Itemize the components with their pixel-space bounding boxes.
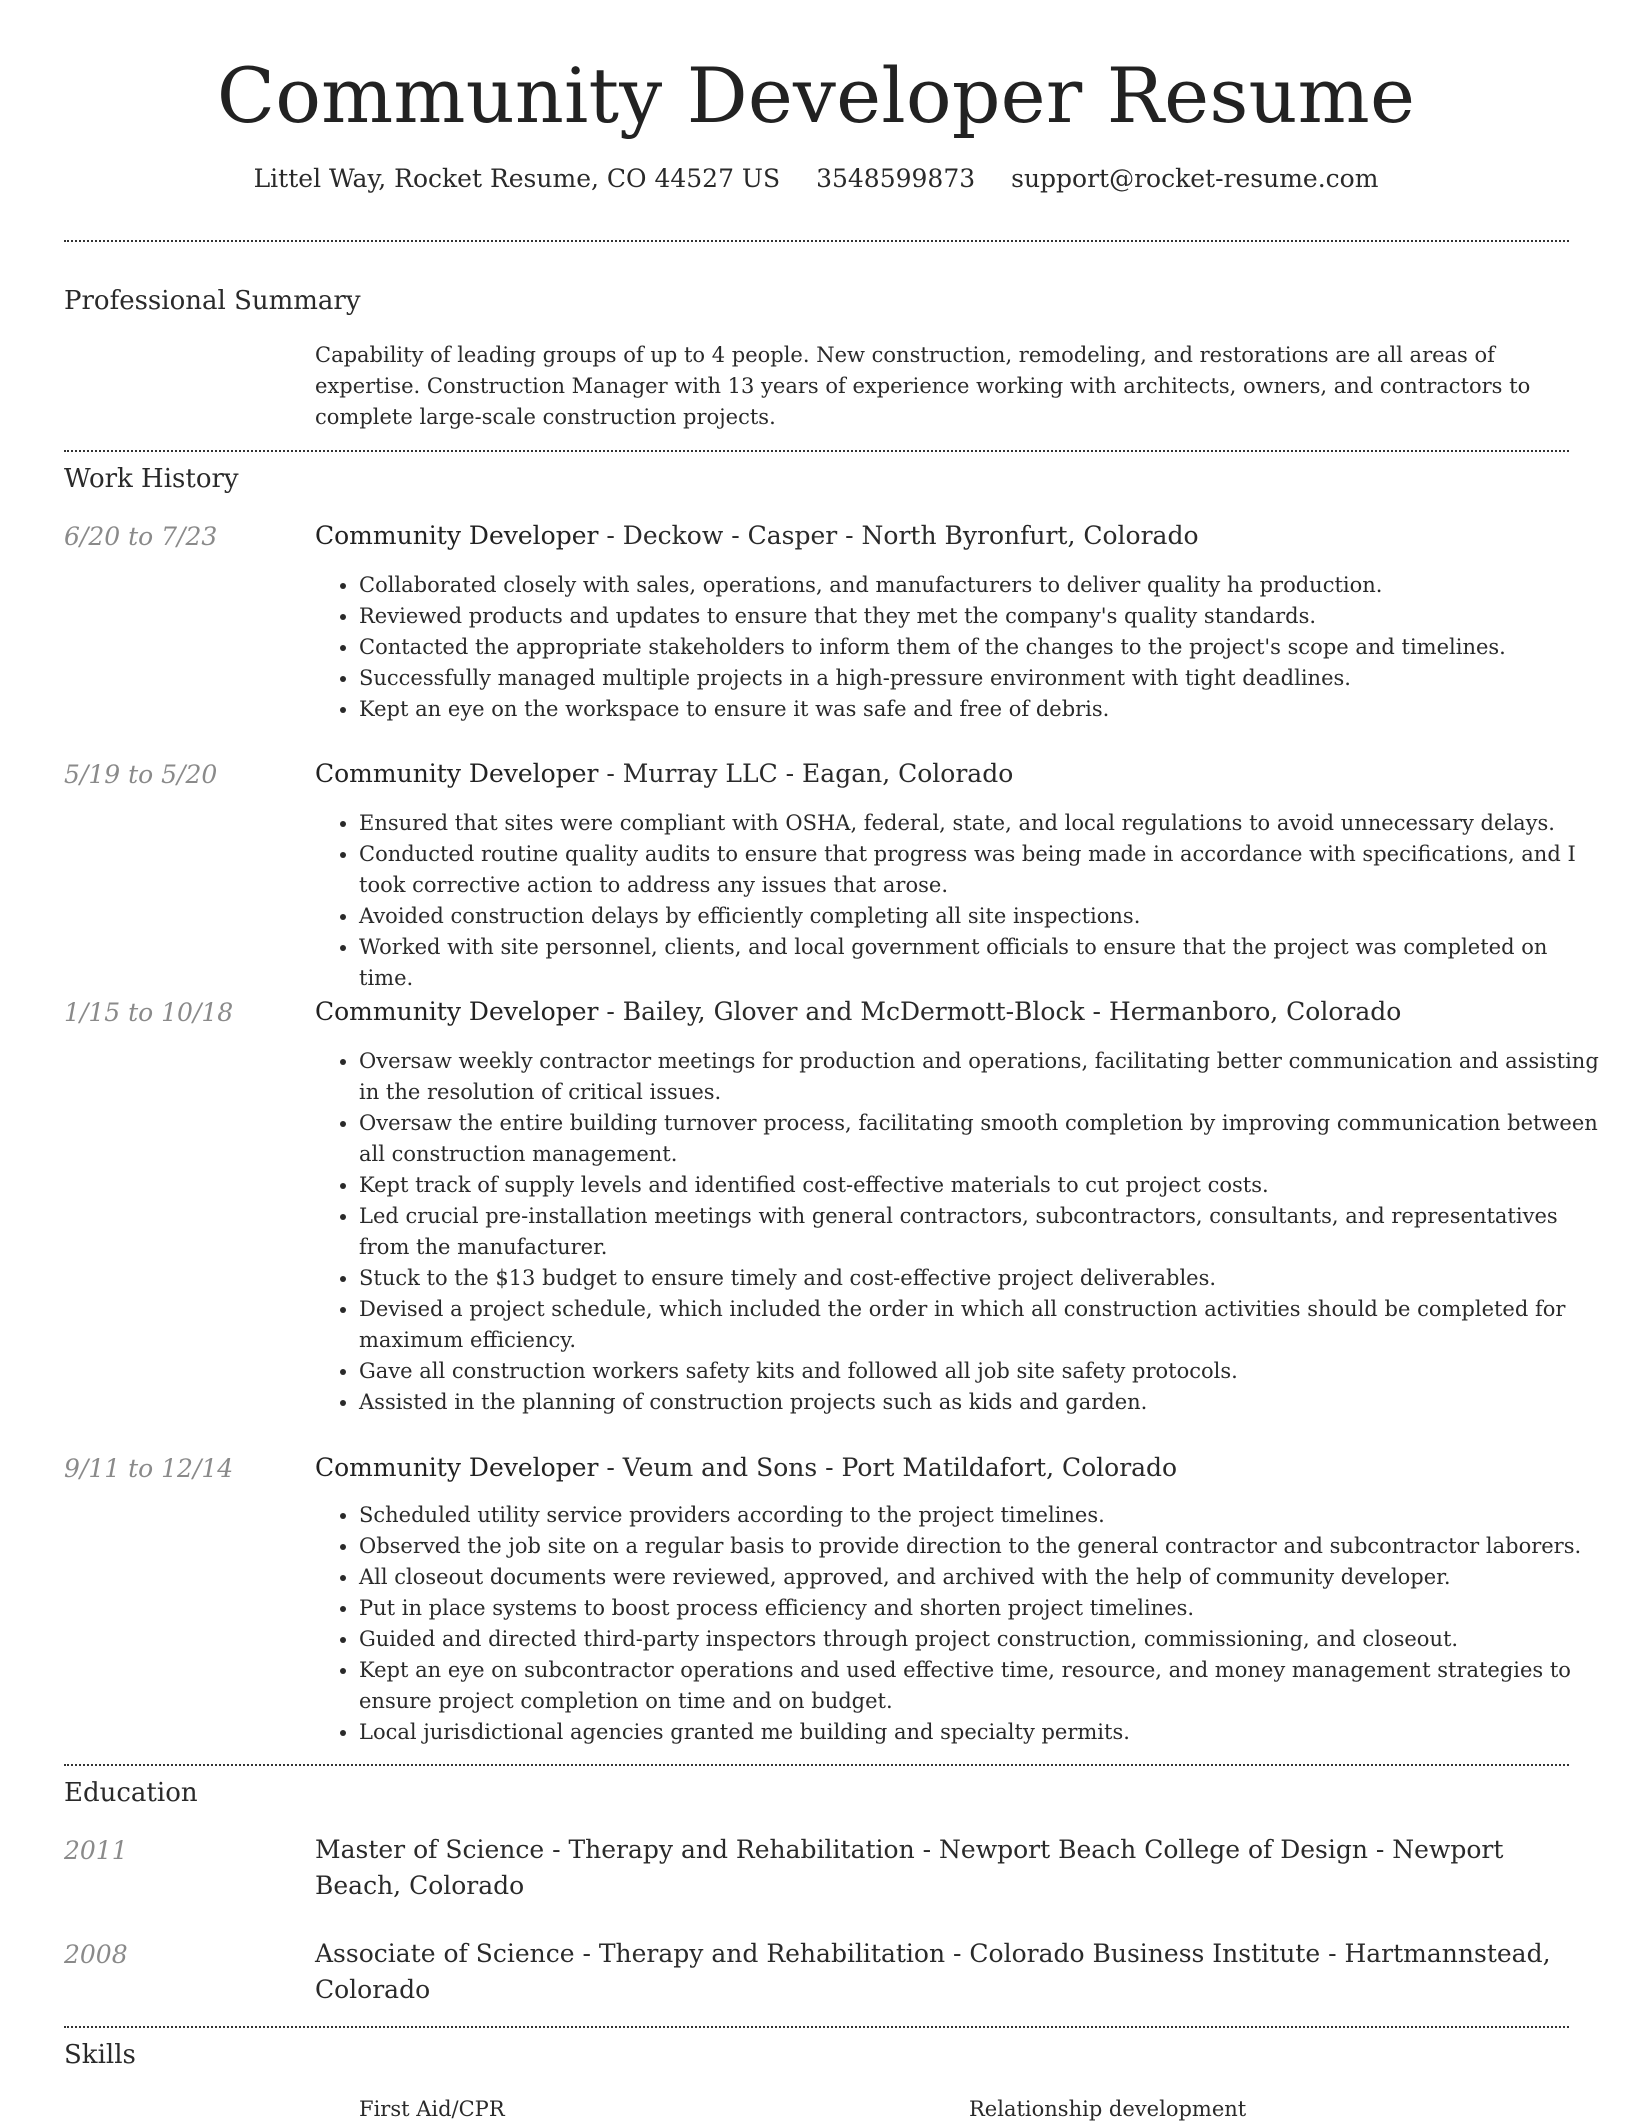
degree: Associate of Science - Therapy and Rehabilitation <box>315 1939 946 1968</box>
job-bullets <box>315 1500 1604 1748</box>
list-item: • Oversaw weekly contractor meetings for production and operations, facilitating better communication and assisting in the resolution of critical issues. <box>359 1046 1604 1108</box>
list-item: • Kept an eye on subcontractor operations and used effective time, resource, and money management strategies to ensure project completion on time and on budget. <box>359 1655 1604 1717</box>
address: Littel Way, Rocket Resume, CO 44527 US <box>253 164 781 193</box>
work-history-heading: Work History <box>64 464 239 494</box>
skills-heading: Skills <box>64 2040 136 2070</box>
skill-item: Relationship development <box>969 2097 1247 2121</box>
phone: 3548599873 <box>816 164 976 193</box>
job-bullets <box>315 1046 1604 1418</box>
divider <box>64 450 1569 452</box>
job-role: Community Developer <box>315 759 599 788</box>
degree: Master of Science - Therapy and Rehabilitation <box>315 1835 915 1864</box>
list-item: • Scheduled utility service providers according to the project timelines. <box>359 1500 1604 1531</box>
job-dates: 6/20 to 7/23 <box>64 522 218 551</box>
job-title <box>315 518 1555 554</box>
job-details: - Deckow - Casper - North Byronfurt, Colorado <box>598 521 1199 550</box>
list-item: • Gave all construction workers safety kits and followed all job site safety protocols. <box>359 1356 1604 1387</box>
list-item: • Guided and directed third-party inspectors through project construction, commissioning, and closeout. <box>359 1624 1604 1655</box>
job-title <box>315 1450 1555 1486</box>
list-item: • Devised a project schedule, which included the order in which all construction activities should be completed for maximum efficiency. <box>359 1294 1604 1356</box>
education-year: 2008 <box>64 1940 128 1969</box>
list-item: • Oversaw the entire building turnover process, facilitating smooth completion by improving communication between all construction management. <box>359 1108 1604 1170</box>
education-year: 2011 <box>64 1836 128 1865</box>
skill-item: First Aid/CPR <box>359 2097 505 2121</box>
education-entry <box>315 1936 1555 2008</box>
education-entry <box>315 1832 1555 1904</box>
job-details: - Bailey, Glover and McDermott-Block - Hermanboro, Colorado <box>598 997 1402 1026</box>
list-item: • Led crucial pre-installation meetings with general contractors, subcontractors, consultants, and representatives from the manufacturer. <box>359 1201 1604 1263</box>
job-dates: 5/19 to 5/20 <box>64 760 218 789</box>
contact-line <box>0 162 1632 196</box>
list-item: • Worked with site personnel, clients, and local government officials to ensure that the project was completed on time. <box>359 932 1604 994</box>
email[interactable]: support@rocket-resume.com <box>1011 164 1379 193</box>
list-item: • Reviewed products and updates to ensure that they met the company's quality standards. <box>359 601 1604 632</box>
list-item: • Ensured that sites were compliant with OSHA, federal, state, and local regulations to avoid unnecessary delays. <box>359 808 1604 839</box>
list-item: • Kept an eye on the workspace to ensure it was safe and free of debris. <box>359 694 1604 725</box>
list-item: • Avoided construction delays by efficiently completing all site inspections. <box>359 901 1604 932</box>
list-item: • Local jurisdictional agencies granted me building and specialty permits. <box>359 1717 1604 1748</box>
list-item: • Conducted routine quality audits to ensure that progress was being made in accordance with specifications, and I took corrective action to address any issues that arose. <box>359 839 1604 901</box>
skills-list <box>315 2094 1599 2125</box>
list-item: • Collaborated closely with sales, operations, and manufacturers to deliver quality ha production. <box>359 570 1604 601</box>
job-role: Community Developer <box>315 997 599 1026</box>
resume-title: Community Developer Resume <box>216 51 1416 140</box>
list-item: • Contacted the appropriate stakeholders to inform them of the changes to the project's scope and timelines. <box>359 632 1604 663</box>
summary-heading: Professional Summary <box>64 286 361 316</box>
list-item: • Stuck to the $13 budget to ensure timely and cost-effective project deliverables. <box>359 1263 1604 1294</box>
list-item: • Successfully managed multiple projects in a high-pressure environment with tight deadlines. <box>359 663 1604 694</box>
divider <box>64 1764 1569 1766</box>
job-role: Community Developer <box>315 1453 599 1482</box>
job-bullets <box>315 570 1604 725</box>
list-item: • Put in place systems to boost process efficiency and shorten project timelines. <box>359 1593 1604 1624</box>
list-item: • Observed the job site on a regular basis to provide direction to the general contractor and subcontractor laborers. <box>359 1531 1604 1562</box>
education-heading: Education <box>64 1778 198 1808</box>
job-title <box>315 994 1555 1030</box>
list-item: • Assisted in the planning of construction projects such as kids and garden. <box>359 1387 1604 1418</box>
job-details: - Veum and Sons - Port Matildafort, Colorado <box>598 1453 1178 1482</box>
divider <box>64 240 1569 242</box>
school-details: - Newport Beach College of Design - Newport Beach, Colorado <box>315 1835 1504 1900</box>
job-details: - Murray LLC - Eagan, Colorado <box>598 759 1014 788</box>
divider <box>64 2026 1569 2028</box>
job-dates: 1/15 to 10/18 <box>64 998 234 1027</box>
job-dates: 9/11 to 12/14 <box>64 1454 234 1483</box>
job-title <box>315 756 1555 792</box>
list-item: • All closeout documents were reviewed, approved, and archived with the help of community developer. <box>359 1562 1604 1593</box>
school-details: - Colorado Business Institute - Hartmannstead, Colorado <box>315 1939 1551 2004</box>
list-item: • Kept track of supply levels and identified cost-effective materials to cut project costs. <box>359 1170 1604 1201</box>
job-bullets <box>315 808 1604 994</box>
summary-text: Capability of leading groups of up to 4 people. New construction, remodeling, and restorations are all areas of expertise. Construction Manager with 13 years of experience working with architects, owners, and contractors to complete large-scale construction projects. <box>315 343 1531 429</box>
job-role: Community Developer <box>315 521 599 550</box>
